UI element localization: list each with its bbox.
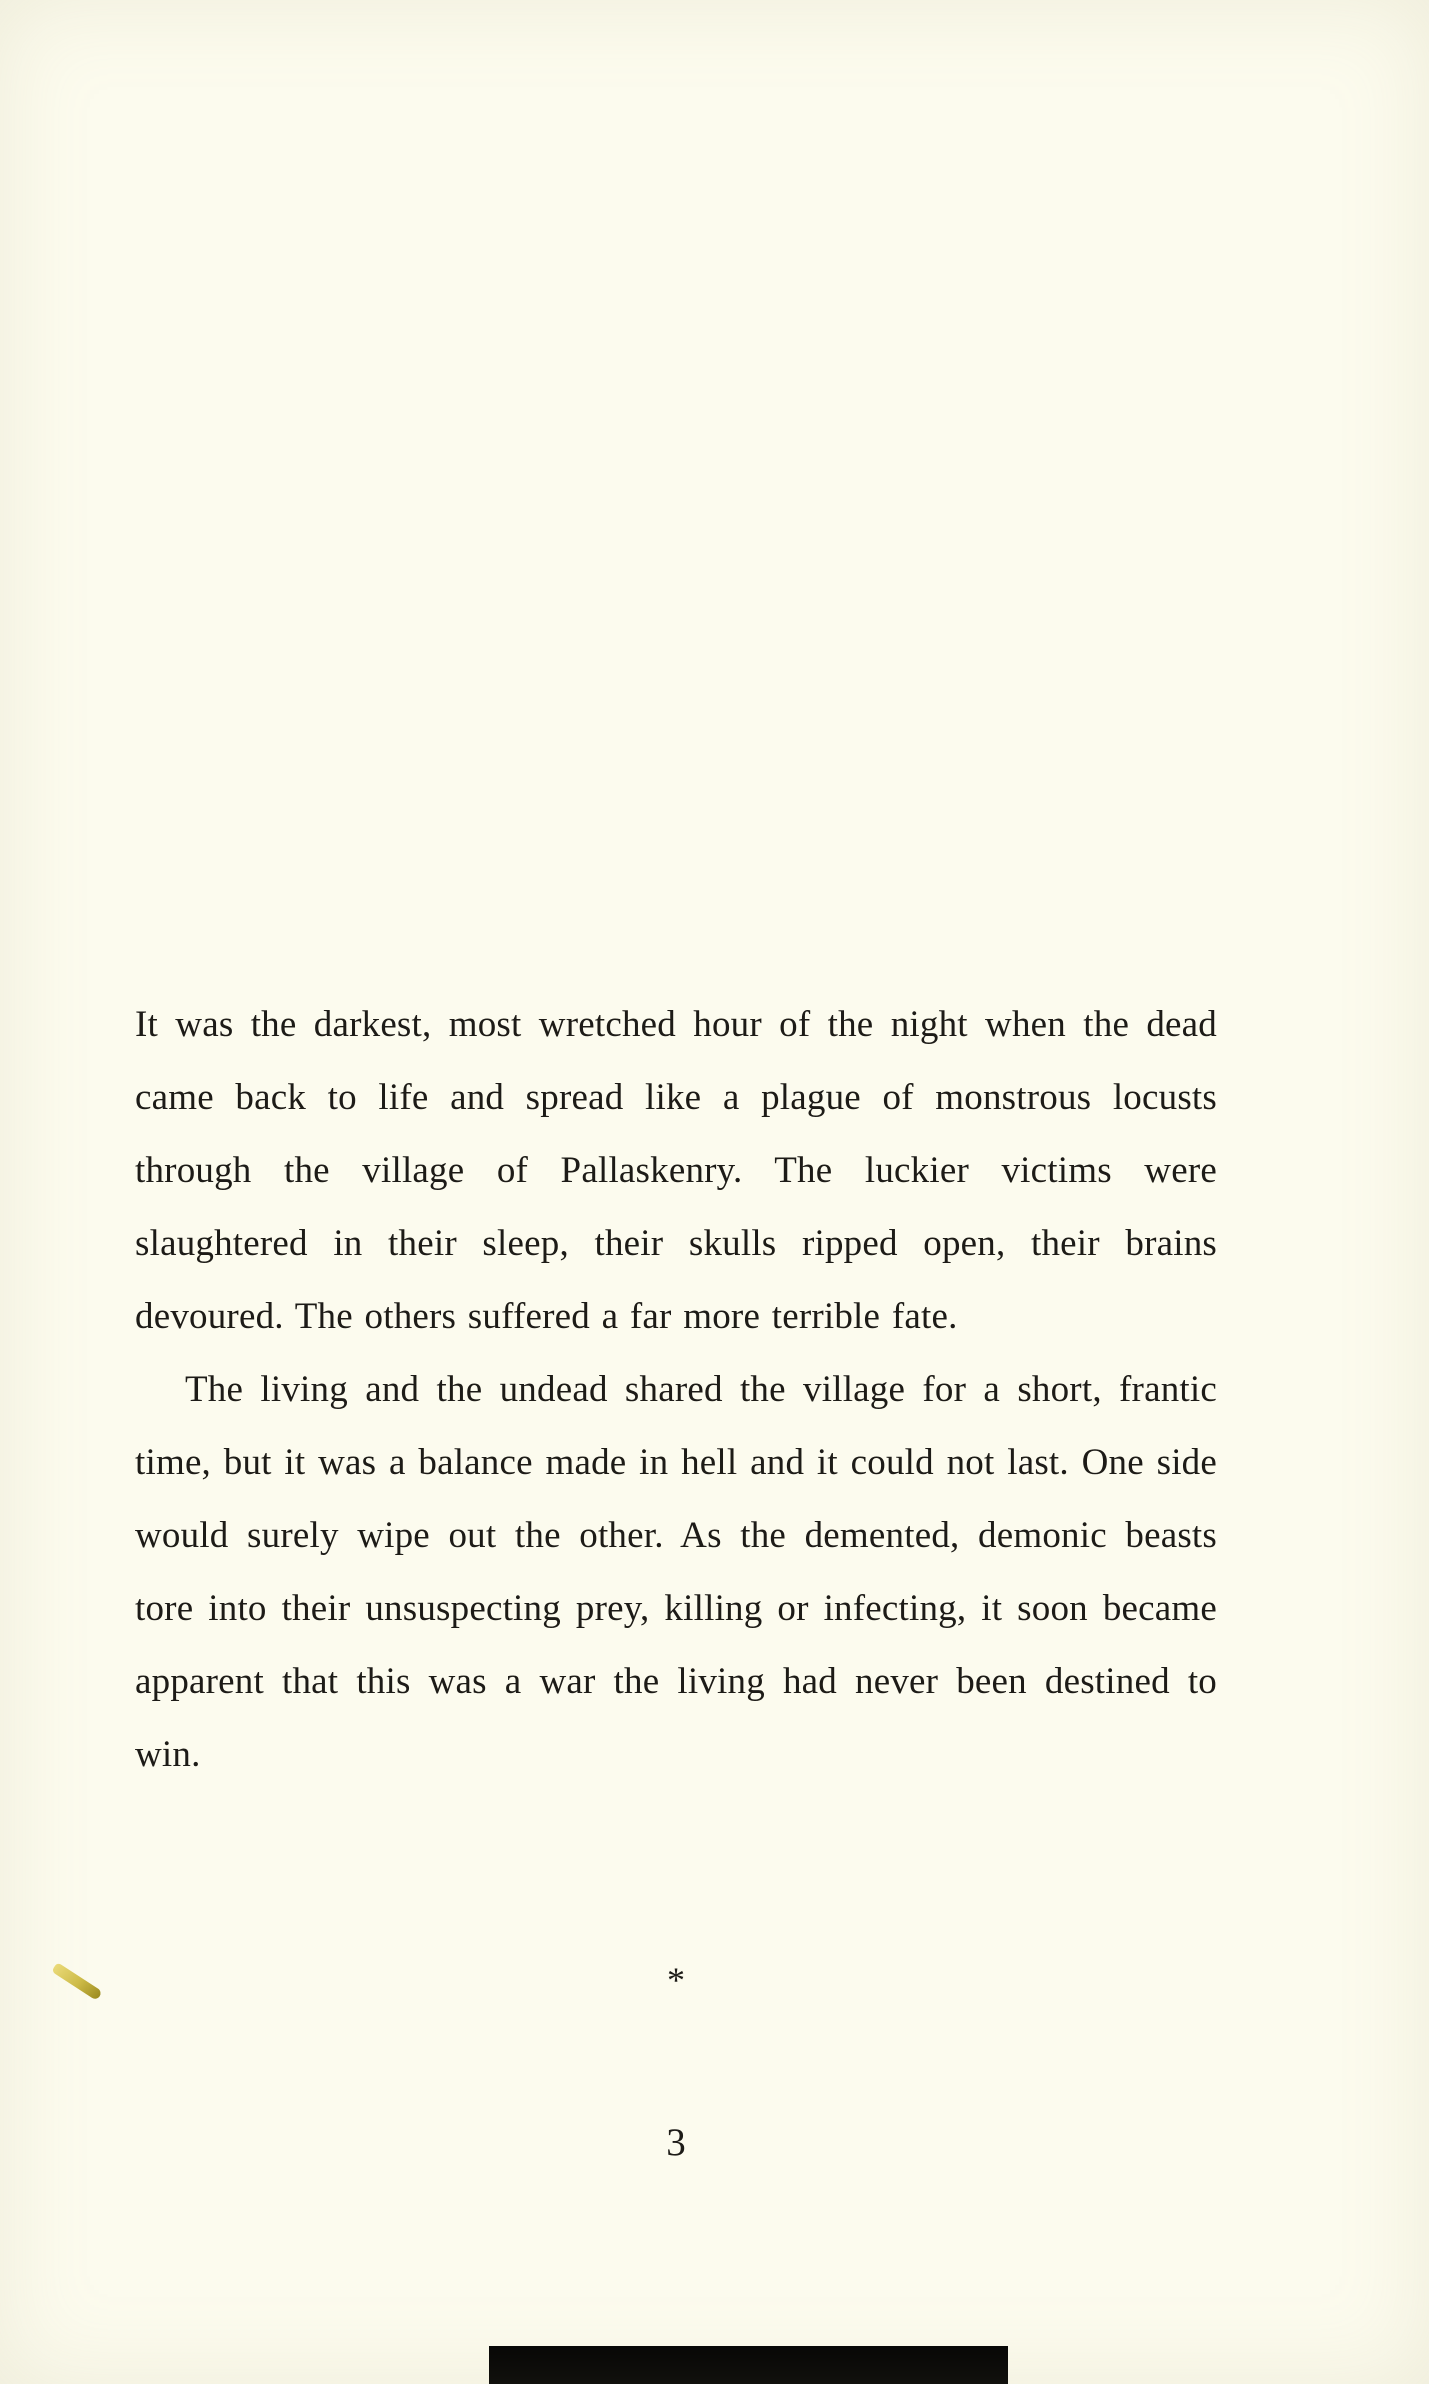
page-number: 3 [666,2121,686,2164]
scan-edge-artifact [489,2346,1008,2384]
pen-mark-artifact [51,1962,102,2001]
section-break-asterisk: * [667,1960,685,2000]
body-text [135,988,1217,1791]
paragraph-two: The living and the undead shared the village for a short, frantic time, but it was a balance made in hell and it could not last. One side would surely wipe out the other. As the demented, demonic beasts tore into their unsuspecting prey, killing or infecting, it soon became apparent that this was a war the living had never been destined to win. [135,1369,1217,1775]
paragraph-one: It was the darkest, most wretched hour of the night when the dead came back to life and spread like a plague of monstrous locusts through the village of Pallaskenry. The luckier victims were slaughtered in their sleep, their skulls ripped open, their brains devoured. The others suffered a far more terrible fate. [135,1004,1217,1337]
